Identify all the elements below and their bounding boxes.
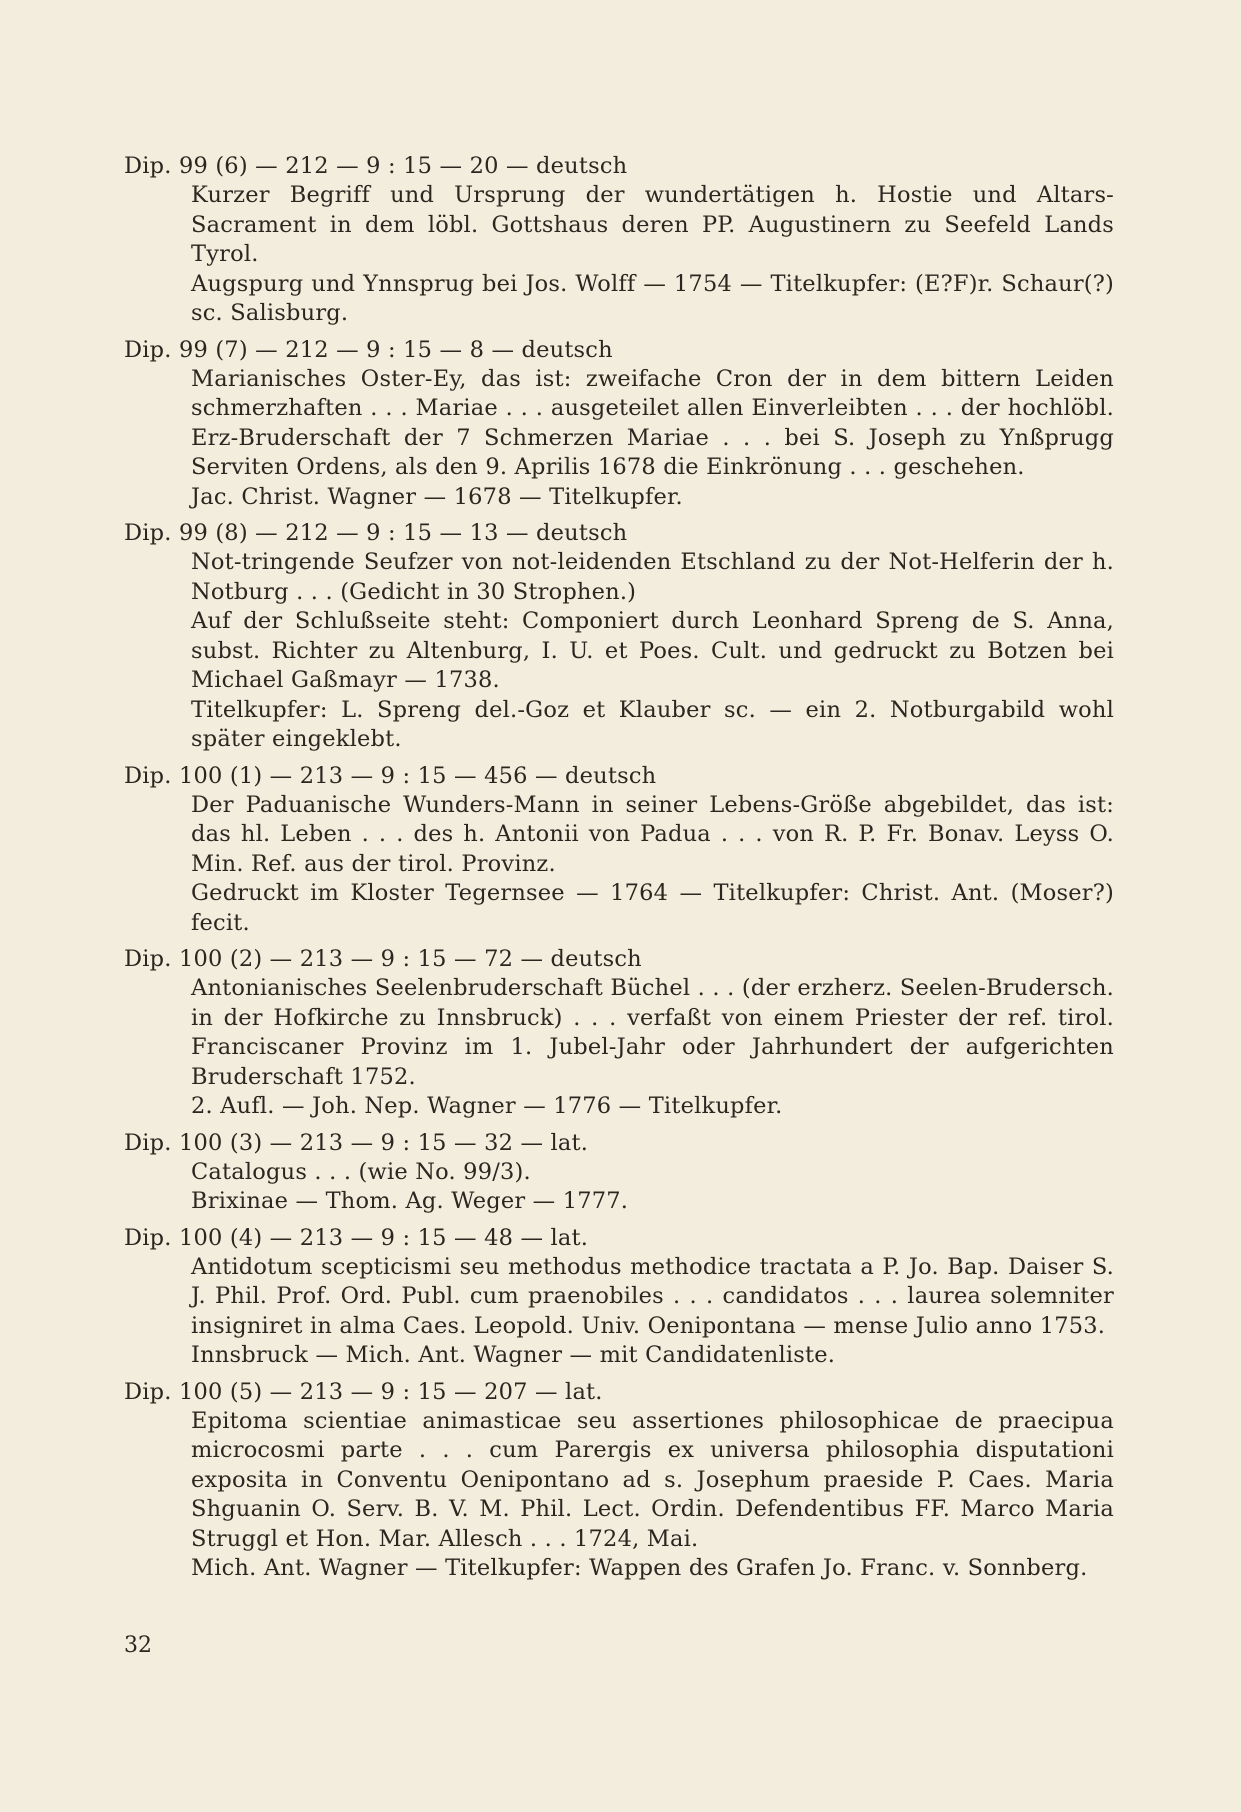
- entry-text: Brixinae — Thom. Ag. Weger — 1777.: [191, 1188, 629, 1214]
- entry-heading: Dip. 99 (8) — 212 — 9 : 15 — 13 — deutsch: [124, 520, 628, 546]
- entry-text: Epitoma scientiae animasticae seu assertiones philosophicae de praecipua microcosmi parte . . . cum Parergis ex universa philosophia disputationi exposita in Conventu Oenipontano ad s. Josephum praeside P. Caes. Maria Shguanin O. Serv. B. V. M. Phil. Lect. Ordin. Defendentibus FF. Marco Maria Struggl et Hon. Mar. Allesch . . . 1724, Mai.: [191, 1407, 1114, 1552]
- entry-heading: Dip. 100 (5) — 213 — 9 : 15 — 207 — lat.: [124, 1378, 603, 1405]
- entry-text: Marianisches Oster-Ey, das ist: zweifache Cron der in dem bittern Leiden schmerzhaften . . . Mariae . . . ausgeteilet allen Einverleibten . . . der hochlöbl. Erz-Bruderschaft der 7 Schmerzen Mariae . . . bei S. Joseph zu Ynßprugg Serviten Ordens, als den 9. Aprilis 1678 die Einkrönung . . . geschehen.: [191, 365, 1114, 480]
- entry-text: Jac. Christ. Wagner — 1678 — Titelkupfer.: [191, 483, 683, 510]
- entry-body: [191, 1407, 1114, 1584]
- catalog-entry: [124, 944, 1114, 1122]
- entry-body: [191, 181, 1114, 329]
- entry-body: [191, 365, 1114, 513]
- entry-text: Gedruckt im Kloster Tegernsee — 1764 — Titelkupfer: Christ. Ant. (Moser?) fecit.: [191, 880, 1114, 936]
- entry-text: Augspurg und Ynnsprug bei Jos. Wolff — 1754 — Titelkupfer: (E?F)r. Schaur(?) sc. Salisburg.: [191, 270, 1114, 326]
- entry-text: Antidotum scepticismi seu methodus methodice tractata a P. Jo. Bap. Daiser S. J. Phil. Prof. Ord. Publ. cum praenobiles . . . candidatos . . . laurea solemniter insigniret in alma Caes. Leopold. Univ. Oenipontana — mense Julio anno 1753.: [191, 1253, 1114, 1339]
- catalog-page: [124, 151, 1114, 1590]
- catalog-entry: [124, 1128, 1114, 1217]
- entry-text: Innsbruck — Mich. Ant. Wagner — mit Candidatenliste.: [191, 1342, 836, 1368]
- entry-text: Mich. Ant. Wagner — Titelkupfer: Wappen des Grafen Jo. Franc. v. Sonnberg.: [191, 1555, 1088, 1581]
- entry-heading: Dip. 100 (1) — 213 — 9 : 15 — 456 — deutsch: [124, 762, 657, 789]
- entry-text: 2. Aufl. — Joh. Nep. Wagner — 1776 — Titelkupfer.: [191, 1093, 783, 1119]
- entry-heading: Dip. 100 (4) — 213 — 9 : 15 — 48 — lat.: [124, 1224, 589, 1251]
- entry-text: Not-tringende Seufzer von not-leidenden Etschland zu der Not-Helferin der h. Notburg . . . (Gedicht in 30 Strophen.): [191, 549, 1114, 605]
- catalog-entry: [124, 1223, 1114, 1371]
- catalog-entry: [124, 151, 1114, 329]
- catalog-entry: [124, 335, 1114, 513]
- entry-heading: Dip. 99 (7) — 212 — 9 : 15 — 8 — deutsch: [124, 336, 613, 363]
- catalog-entry: [124, 761, 1114, 939]
- catalog-entry: [124, 518, 1114, 755]
- entry-heading: Dip. 100 (2) — 213 — 9 : 15 — 72 — deutsch: [124, 946, 642, 972]
- entry-body: [191, 791, 1114, 939]
- entry-heading: Dip. 99 (6) — 212 — 9 : 15 — 20 — deutsch: [124, 153, 628, 179]
- entry-body: [191, 548, 1114, 755]
- entry-body: [191, 974, 1114, 1122]
- entry-text: Catalogus . . . (wie No. 99/3).: [191, 1158, 531, 1185]
- entry-body: [191, 1253, 1114, 1371]
- entry-text: Titelkupfer: L. Spreng del.-Goz et Klauber sc. — ein 2. Notburgabild wohl später eingeklebt.: [191, 696, 1114, 752]
- entry-text: Auf der Schlußseite steht: Componiert durch Leonhard Spreng de S. Anna, subst. Richter zu Altenburg, I. U. et Poes. Cult. und gedruckt zu Botzen bei Michael Gaßmayr — 1738.: [191, 608, 1114, 693]
- entry-body: [191, 1158, 1114, 1217]
- page-number: 32: [124, 1633, 152, 1658]
- entry-text: Kurzer Begriff und Ursprung der wundertätigen h. Hostie und Altars-Sacrament in dem löbl. Gottshaus deren PP. Augustinern zu Seefeld Lands Tyrol.: [191, 182, 1114, 267]
- entry-heading: Dip. 100 (3) — 213 — 9 : 15 — 32 — lat.: [124, 1129, 589, 1156]
- catalog-entry: [124, 1377, 1114, 1584]
- entry-text: Antonianisches Seelenbruderschaft Büchel . . . (der erzherz. Seelen-Brudersch. in der Hofkirche zu Innsbruck) . . . verfaßt von einem Priester der ref. tirol. Franciscaner Provinz im 1. Jubel-Jahr oder Jahrhundert der aufgerichten Bruderschaft 1752.: [191, 975, 1114, 1090]
- entry-text: Der Paduanische Wunders-Mann in seiner Lebens-Größe abgebildet, das ist: das hl. Leben . . . des h. Antonii von Padua . . . von R. P. Fr. Bonav. Leyss O. Min. Ref. aus der tirol. Provinz.: [191, 791, 1114, 877]
